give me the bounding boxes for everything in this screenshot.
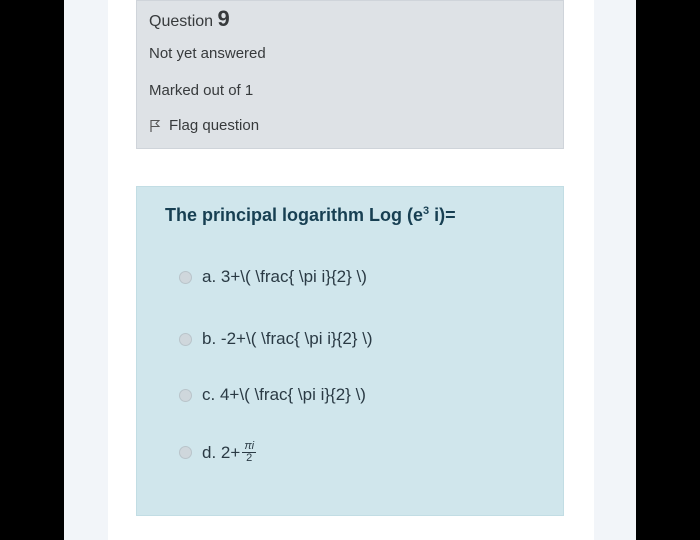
question-number-value: 9 — [217, 6, 230, 31]
option-d-fraction-denominator: 2 — [246, 452, 253, 464]
option-c[interactable] — [179, 385, 366, 405]
question-state: Not yet answered — [149, 45, 266, 62]
option-d-fraction — [242, 441, 256, 464]
option-c-text: 4+\( \frac{ \pi i}{2} \) — [219, 385, 366, 404]
option-a[interactable] — [179, 267, 367, 287]
question-number — [149, 6, 230, 32]
question-text-after: i)= — [429, 205, 456, 225]
question-info-box — [136, 0, 564, 149]
option-a-radio[interactable] — [179, 271, 192, 284]
option-b-letter: b. — [202, 329, 217, 348]
option-a-text: 3+\( \frac{ \pi i}{2} \) — [220, 267, 367, 286]
question-superscript: 3 — [423, 205, 430, 217]
question-formulation — [136, 186, 564, 516]
right-side-panel — [594, 0, 636, 540]
left-side-panel — [64, 0, 108, 540]
flag-question-link[interactable] — [149, 117, 259, 134]
option-d-radio[interactable] — [179, 446, 192, 459]
option-c-letter: c. — [202, 385, 216, 404]
flag-question-label: Flag question — [169, 117, 260, 134]
option-c-radio[interactable] — [179, 389, 192, 402]
option-b-text: -2+\( \frac{ \pi i}{2} \) — [220, 329, 373, 348]
option-a-letter: a. — [202, 267, 217, 286]
flag-icon — [149, 119, 161, 133]
option-d-text: 2+ — [220, 442, 241, 462]
option-b[interactable] — [179, 329, 373, 349]
question-text — [165, 205, 456, 226]
question-prefix: Question — [149, 13, 214, 30]
option-d[interactable] — [179, 441, 256, 464]
question-grade: Marked out of 1 — [149, 82, 254, 99]
option-d-letter: d. — [202, 442, 217, 462]
option-b-radio[interactable] — [179, 333, 192, 346]
question-text-before: The principal logarithm Log (e — [165, 205, 424, 225]
option-d-fraction-numerator: πi — [244, 440, 255, 452]
